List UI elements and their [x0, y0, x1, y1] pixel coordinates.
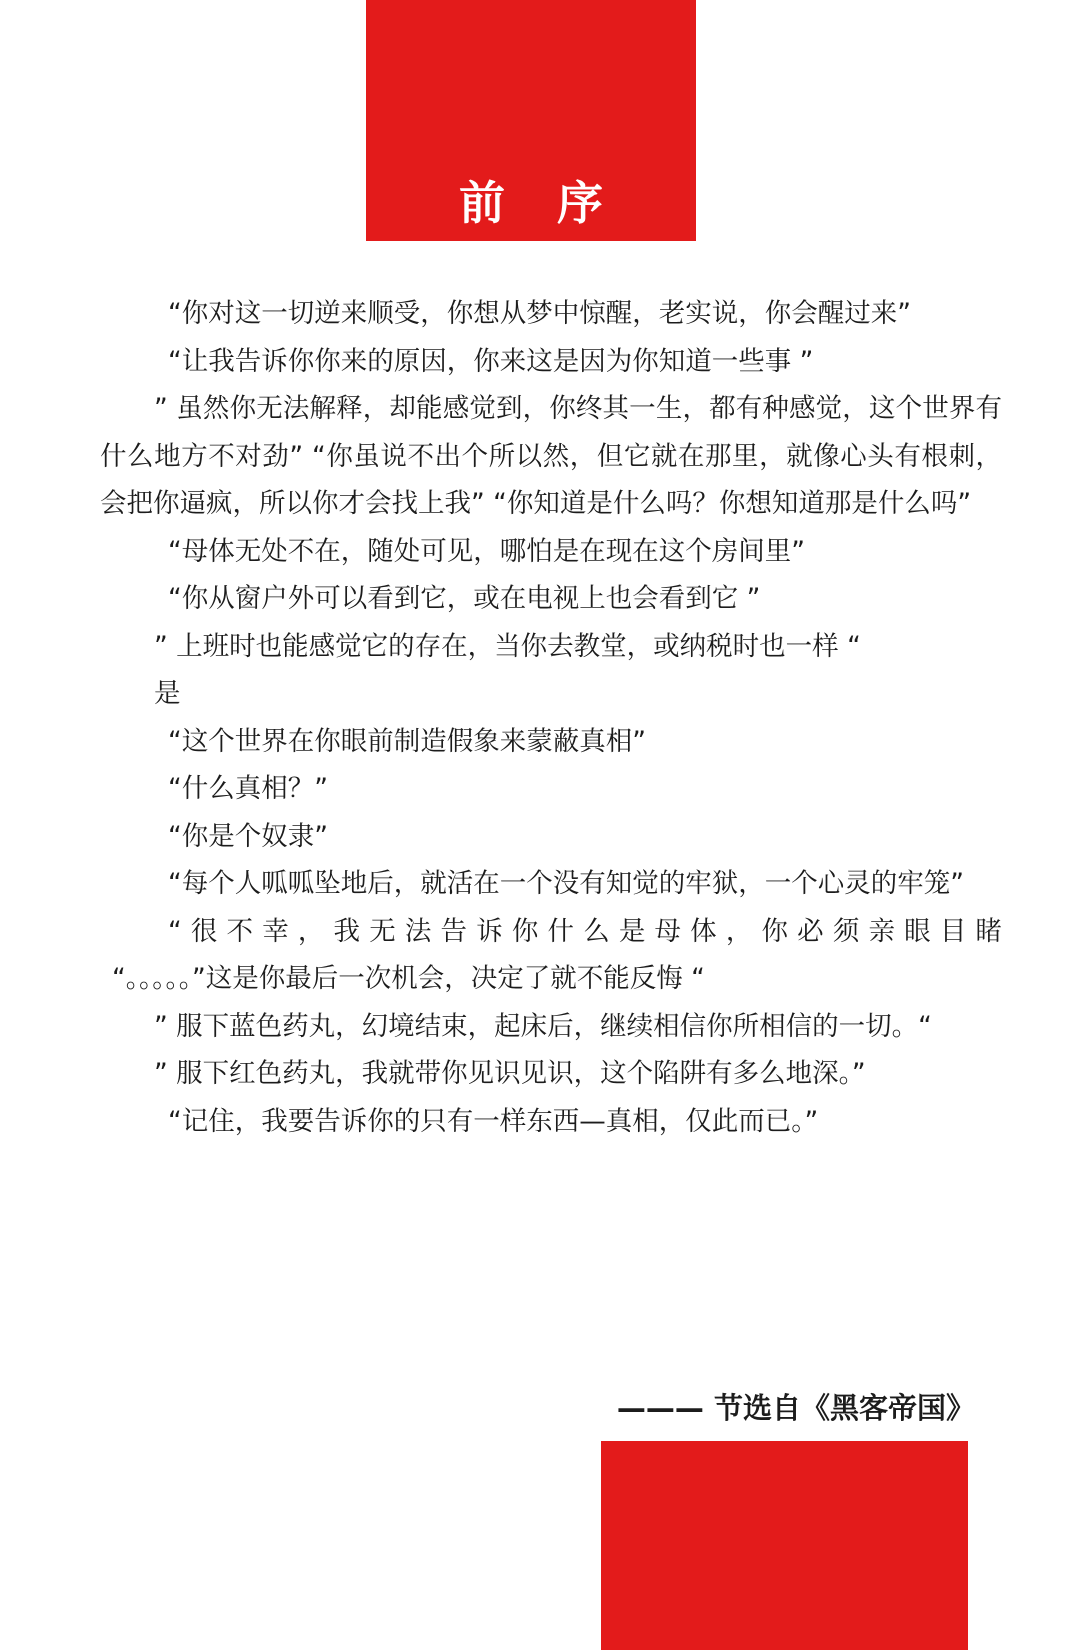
paragraph: “。。。。。”这是你最后一次机会，决定了就不能反悔 “	[112, 963, 705, 994]
preface-body	[100, 290, 1002, 1145]
attribution: ——— 节选自《黑客帝国》	[616, 1391, 975, 1425]
paragraph: “什么真相？”	[168, 773, 328, 804]
header-red-block	[366, 0, 696, 241]
paragraph: “你是个奴隶”	[168, 820, 328, 852]
paragraph: “每个人呱呱坠地后，就活在一个没有知觉的牢狱，一个心灵的牢笼”	[168, 868, 964, 899]
page-title: 前 序	[458, 176, 621, 230]
paragraph: “母体无处不在，随处可见，哪怕是在现在这个房间里”	[168, 535, 805, 567]
paragraph: 是	[154, 678, 181, 709]
paragraph: ” 虽然你无法解释，却能感觉到，你终其一生，都有种感觉，这个世界有什么地方不对劲” “你虽说不出个所以然，但它就在那里，就像心头有根刺，会把你逼疯，所以你才会找上我” “你知道是什么吗？你想知道那是什么吗”	[100, 393, 1002, 519]
paragraph: “你从窗户外可以看到它，或在电视上也会看到它 ”	[168, 583, 761, 614]
paragraph: ” 服下蓝色药丸，幻境结束，起床后，继续相信你所相信的一切。“	[154, 1010, 932, 1042]
paragraph: “很不幸，我无法告诉你什么是母体，你必须亲眼目睹	[168, 915, 1002, 947]
paragraph: ” 上班时也能感觉它的存在，当你去教堂，或纳税时也一样 “	[154, 630, 861, 662]
paragraph: ” 服下红色药丸，我就带你见识见识，这个陷阱有多么地深。”	[154, 1058, 866, 1089]
paragraph: “记住，我要告诉你的只有一样东西—真相，仅此而已。”	[168, 1105, 819, 1137]
paragraph: “让我告诉你你来的原因，你来这是因为你知道一些事 ”	[168, 345, 814, 377]
footer-red-block	[601, 1441, 968, 1650]
paragraph: “你对这一切逆来顺受，你想从梦中惊醒，老实说，你会醒过来”	[168, 298, 911, 329]
paragraph: “这个世界在你眼前制造假象来蒙蔽真相”	[168, 725, 646, 757]
